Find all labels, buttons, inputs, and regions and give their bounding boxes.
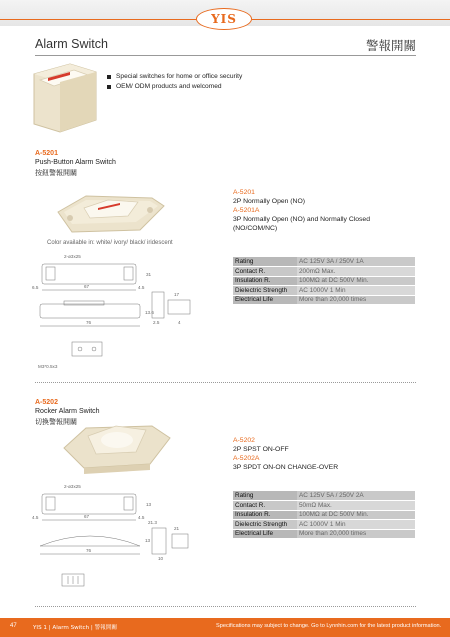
spec-label: Rating (233, 491, 297, 501)
table-row (233, 267, 415, 277)
section1-technical-drawing (28, 252, 218, 372)
intro-bullet: Special switches for home or office security (107, 72, 242, 82)
table-row (233, 520, 415, 530)
spec-value: More than 20,000 times (297, 529, 415, 539)
drawing-dim: 13 (145, 538, 151, 543)
drawing-dim: 76 (86, 320, 92, 325)
section2-technical-drawing (28, 480, 218, 592)
drawing-dim: 21 (174, 526, 180, 531)
section2-name: Rocker Alarm Switch (35, 408, 100, 415)
section-divider (35, 606, 416, 607)
spec-value: 100MΩ at DC 500V Min. (297, 510, 415, 520)
variant-desc: 2P SPST ON-OFF (233, 446, 289, 453)
spec-label: Electrical Life (233, 529, 297, 539)
table-row (233, 295, 415, 305)
spec-value: AC 1000V 1 Min (297, 286, 415, 296)
variant-desc: 2P Normally Open (NO) (233, 198, 306, 205)
table-row (233, 257, 415, 267)
spec-value: AC 125V 3A / 250V 1A (297, 257, 415, 267)
spec-value: 100MΩ at DC 500V Min. (297, 276, 415, 286)
intro-bullet: OEM/ ODM products and welcomed (107, 82, 242, 92)
logo-rule-right (252, 19, 450, 20)
section1-name: Push-Button Alarm Switch (35, 159, 116, 166)
drawing-dim: 6.5 (32, 285, 39, 290)
drawing-dim: M3*0.5x3 (38, 364, 58, 369)
section-divider (35, 382, 416, 383)
section1-product-photo (56, 186, 166, 238)
spec-label: Dielectric Strength (233, 520, 297, 530)
drawing-dim: 2-ø3x25 (64, 484, 81, 489)
table-row (233, 286, 415, 296)
drawing-dim: 4.5 (32, 515, 39, 520)
brand-logo (196, 8, 252, 30)
spec-label: Insulation R. (233, 510, 297, 520)
spec-value: 200mΩ Max. (297, 267, 415, 277)
page-title-zh: 警報開關 (365, 38, 416, 53)
drawing-dim: 67 (84, 514, 90, 519)
drawing-dim: 10 (158, 556, 164, 561)
drawing-dim: 13 (146, 502, 152, 507)
spec-value: More than 20,000 times (297, 295, 415, 305)
title-divider (35, 55, 416, 56)
variant-desc: 3P Normally Open (NO) and Normally Closed (NO/COM/NC) (233, 216, 370, 232)
spec-value: 50mΩ Max. (297, 501, 415, 511)
logo-rule-left (0, 19, 196, 20)
spec-label: Contact R. (233, 501, 297, 511)
variant-desc: 3P SPDT ON-ON CHANGE-OVER (233, 464, 339, 471)
spec-label: Electrical Life (233, 295, 297, 305)
footer-disclaimer: Specifications may subject to change. Go to Lynnhin.com for the latest product information. (216, 623, 442, 629)
table-row (233, 501, 415, 511)
variant-code: A-5202 (233, 437, 255, 444)
drawing-dim: 2-ø3x25 (64, 254, 81, 259)
section2-code: A-5202 (35, 399, 58, 406)
footer-section-label: YIS 1 | Alarm Switch | 警報開關 (33, 625, 117, 631)
drawing-dim: 67 (84, 284, 90, 289)
section2-spec-table (233, 491, 415, 539)
table-row (233, 510, 415, 520)
page-number: 47 (10, 623, 17, 629)
drawing-dim: 21.3 (148, 520, 157, 525)
spec-value: AC 1000V 1 Min (297, 520, 415, 530)
spec-value: AC 125V 5A / 250V 2A (297, 491, 415, 501)
table-row (233, 276, 415, 286)
table-row (233, 529, 415, 539)
drawing-dim: 4.5 (138, 515, 145, 520)
variant-code: A-5201 (233, 189, 255, 196)
variant-code: A-5201A (233, 207, 260, 214)
spec-label: Contact R. (233, 267, 297, 277)
hero-product-photo (30, 58, 100, 138)
drawing-dim: 13.6 (145, 310, 154, 315)
section2-name-zh: 切換警報開關 (35, 418, 77, 426)
spec-label: Rating (233, 257, 297, 267)
intro-bullet-list (107, 72, 242, 92)
page-title: Alarm Switch (35, 37, 108, 51)
brand-logo-text: YIS (211, 12, 237, 26)
section1-name-zh: 按鈕警報開關 (35, 169, 77, 177)
section1-spec-table (233, 257, 415, 305)
drawing-dim: 4 (178, 320, 181, 325)
spec-label: Insulation R. (233, 276, 297, 286)
drawing-dim: 4.5 (138, 285, 145, 290)
section2-product-photo (62, 418, 172, 478)
drawing-dim: 17 (174, 292, 180, 297)
color-availability-note: Color available in: white/ ivory/ black/ iridescent (47, 240, 173, 246)
table-row (233, 491, 415, 501)
section1-code: A-5201 (35, 150, 58, 157)
drawing-dim: 2.5 (153, 320, 160, 325)
drawing-dim: 31 (146, 272, 152, 277)
spec-label: Dielectric Strength (233, 286, 297, 296)
variant-code: A-5202A (233, 455, 260, 462)
drawing-dim: 76 (86, 548, 92, 553)
